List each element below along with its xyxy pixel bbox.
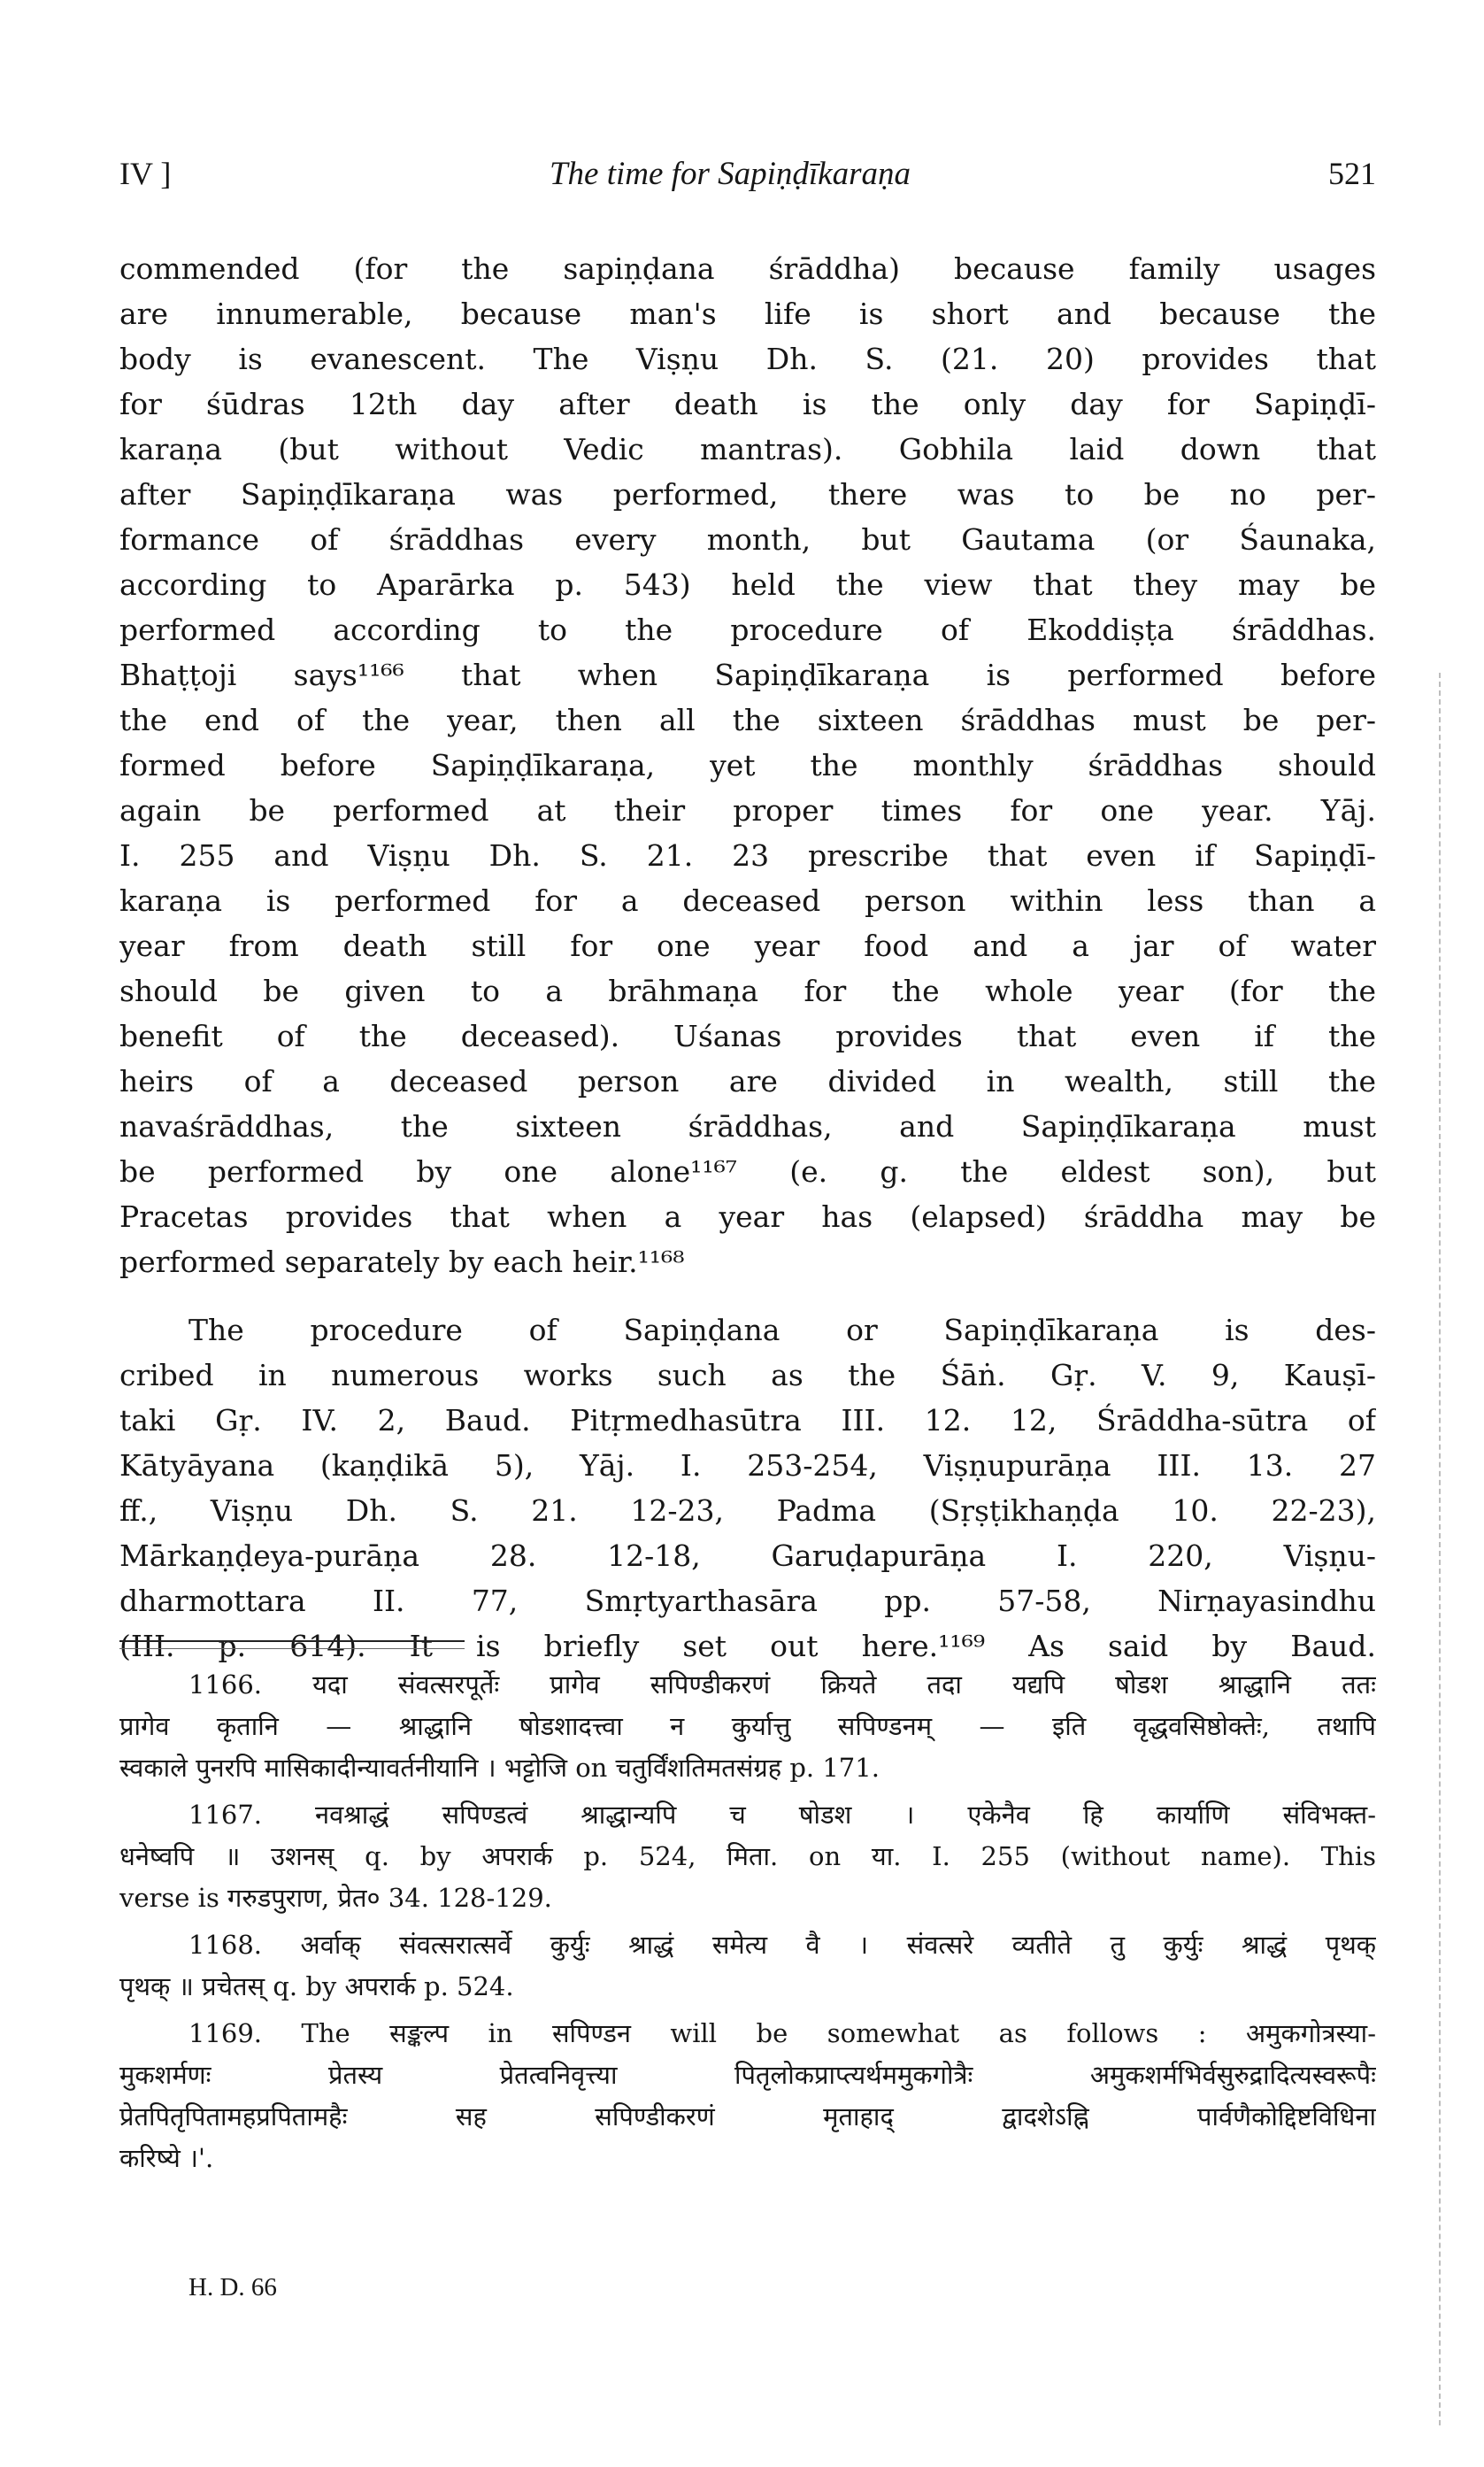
running-head [119, 155, 1376, 208]
text-line: according to Aparārka p. 543) held the view that they may be [119, 567, 1376, 602]
text-line: benefit of the deceased). Uśanas provides that even if the [119, 1019, 1376, 1053]
chapter-marker: IV ] [119, 156, 172, 191]
text-line: are innumerable, because man's life is short and because the [119, 297, 1376, 331]
text-line: performed according to the procedure of Ekoddiṣṭa śrāddhas. [119, 613, 1376, 647]
footnote-1168 [119, 1924, 1376, 2008]
text-line: formed before Sapiṇḍīkaraṇa, yet the monthly śrāddhas should [119, 748, 1376, 783]
text-line: The procedure of Sapiṇḍana or Sapiṇḍīkaraṇa is des- [188, 1313, 1376, 1347]
text-line: heirs of a deceased person are divided in wealth, still the [119, 1064, 1376, 1099]
paragraph-2 [119, 1307, 1376, 1669]
text-line: Mārkaṇḍeya-purāṇa 28. 12-18, Garuḍapurāṇa I. 220, Viṣṇu- [119, 1538, 1376, 1573]
footnote-line: स्वकाले पुनरपि मासिकादीन्यावर्तनीयानि । भट्टोजि on चतुर्विंशतिमतसंग्रह p. 171. [119, 1753, 880, 1783]
footnote-line: 1168. अर्वाक् संवत्सरात्सर्वे कुर्युः श्राद्धं समेत्य वै । संवत्सरे व्यतीते तु कुर्युः श्राद्धं पृथक् [188, 1930, 1376, 1960]
footnote-line: मुकशर्मणः प्रेतस्य प्रेतत्वनिवृत्त्या पितृलोकप्राप्त्यर्थममुकगोत्रैः अमुकशर्मभिर्वसुरुद्रादित्यस्वरूपैः [119, 2060, 1376, 2090]
footnote-rule-secondary [119, 1648, 465, 1649]
text-line: ff., Viṣṇu Dh. S. 21. 12-23, Padma (Sṛṣṭikhaṇḍa 10. 22-23), [119, 1493, 1376, 1528]
signature-mark: H. D. 66 [188, 2273, 277, 2301]
text-line: dharmottara II. 77, Smṛtyarthasāra pp. 57-58, Nirṇayasindhu [119, 1584, 1376, 1618]
footnote-line: पृथक् ॥ प्रचेतस् q. by अपरार्क p. 524. [119, 1971, 514, 2001]
footnote-1167 [119, 1794, 1376, 1919]
text-line: formance of śrāddhas every month, but Gautama (or Śaunaka, [119, 522, 1376, 557]
footnote-line: 1169. The सङ्कल्प in सपिण्डन will be somewhat as follows : अमुकगोत्रस्या- [188, 2018, 1376, 2048]
footnote-1169 [119, 2013, 1376, 2179]
text-line: the end of the year, then all the sixteen śrāddhas must be per- [119, 703, 1376, 737]
text-line: I. 255 and Viṣṇu Dh. S. 21. 23 prescribe that even if Sapiṇḍī- [119, 838, 1376, 873]
text-line: year from death still for one year food and a jar of water [119, 929, 1376, 963]
footnote-line: प्रेतपितृपितामहप्रपितामहैः सह सपिण्डीकरणं मृताहाद् द्वादशेऽह्नि पार्वणैकोद्दिष्टविधिना [119, 2101, 1376, 2132]
text-line: Bhaṭṭoji says¹¹⁶⁶ that when Sapiṇḍīkaraṇa is performed before [119, 658, 1376, 692]
footnote-line: verse is गरुडपुराण, प्रेत० 34. 128-129. [119, 1883, 552, 1913]
page-number: 521 [1328, 156, 1376, 191]
footnote-1166 [119, 1664, 1376, 1789]
paragraph-gap [119, 1284, 1376, 1307]
text-line: body is evanescent. The Viṣṇu Dh. S. (21. 20) provides that [119, 342, 1376, 376]
footnote-rule [119, 1640, 465, 1642]
text-line: Pracetas provides that when a year has (elapsed) śrāddha may be [119, 1199, 1376, 1234]
text-line: again be performed at their proper times for one year. Yāj. [119, 793, 1376, 828]
footnote-line: प्रागेव कृतानि — श्राद्धानि षोडशादत्त्वा न कुर्यात्तु सपिण्डनम् — इति वृद्धवसिष्ठोक्तेः, तथापि [119, 1711, 1376, 1741]
main-text [119, 246, 1376, 1669]
text-line: be performed by one alone¹¹⁶⁷ (e. g. the eldest son), but [119, 1154, 1376, 1189]
text-line: performed separately by each heir.¹¹⁶⁸ [119, 1245, 685, 1279]
footnote-line: धनेष्वपि ॥ उशनस् q. by अपरार्क p. 524, मिता. on या. I. 255 (without name). This [119, 1841, 1376, 1871]
text-line: after Sapiṇḍīkaraṇa was performed, there was to be no per- [119, 477, 1376, 512]
footnote-line: 1167. नवश्राद्धं सपिण्डत्वं श्राद्धान्यपि च षोडश । एकेनैव हि कार्याणि संविभक्त- [188, 1800, 1376, 1830]
footnote-line: 1166. यदा संवत्सरपूर्तेः प्रागेव सपिण्डीकरणं क्रियते तदा यद्यपि षोडश श्राद्धानि ततः [188, 1669, 1376, 1700]
text-line: karaṇa is performed for a deceased person within less than a [119, 883, 1376, 918]
text-line: karaṇa (but without Vedic mantras). Gobhila laid down that [119, 432, 1376, 466]
text-line: for śūdras 12th day after death is the only day for Sapiṇḍī- [119, 387, 1376, 421]
text-line: Kātyāyana (kaṇḍikā 5), Yāj. I. 253-254, Viṣṇupurāṇa III. 13. 27 [119, 1448, 1376, 1483]
text-line: should be given to a brāhmaṇa for the whole year (for the [119, 974, 1376, 1008]
paragraph-1 [119, 246, 1376, 1284]
text-line: taki Gṛ. IV. 2, Baud. Pitṛmedhasūtra III. 12. 12, Śrāddha-sūtra of [119, 1403, 1376, 1438]
text-line: (III. p. 614). It is briefly set out here.¹¹⁶⁹ As said by Baud. [119, 1629, 1376, 1663]
text-line: cribed in numerous works such as the Śāṅ. Gṛ. V. 9, Kauṣī- [119, 1358, 1376, 1392]
footnotes [119, 1664, 1376, 2179]
footnote-line: करिष्ये ।'. [119, 2143, 214, 2173]
text-line: commended (for the sapiṇḍana śrāddha) because family usages [119, 251, 1376, 286]
running-title: The time for Sapiṇḍīkaraṇa [549, 156, 911, 192]
text-line: navaśrāddhas, the sixteen śrāddhas, and Sapiṇḍīkaraṇa must [119, 1109, 1376, 1144]
page-edge-rule [1439, 673, 1441, 2425]
